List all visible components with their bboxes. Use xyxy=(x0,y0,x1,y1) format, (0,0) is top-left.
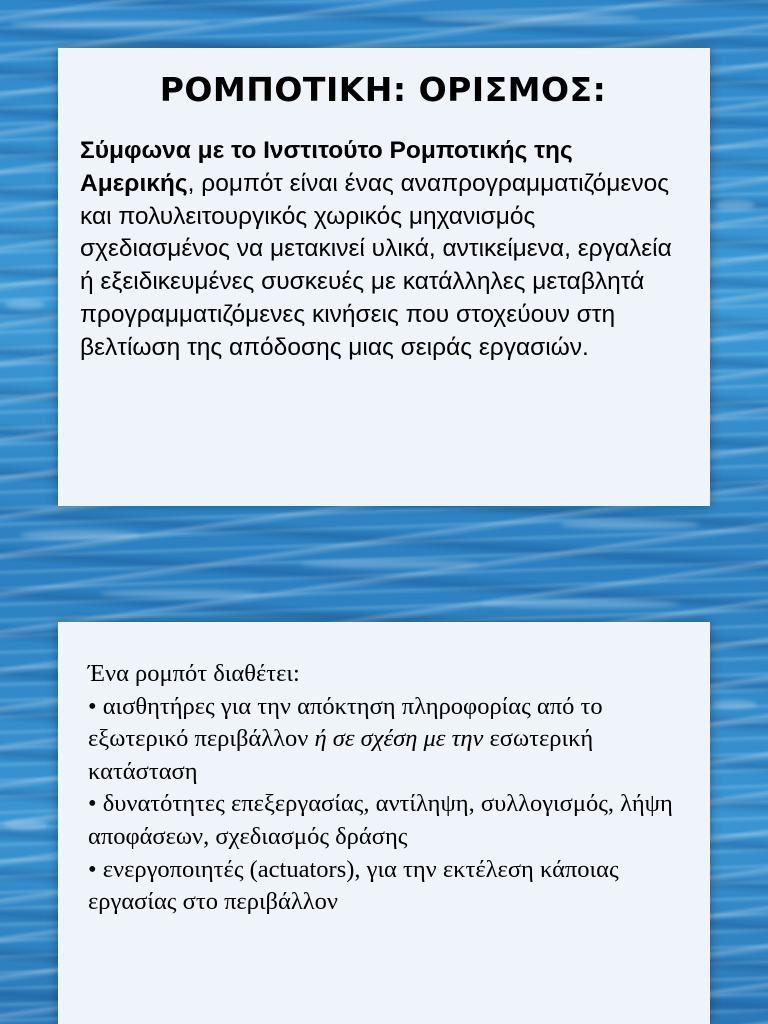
definition-body: , ρομπότ είναι ένας αναπρογραμματιζόμενος και πολυλειτουργικός χωρικός μηχανισμός σχεδιασμένος να μετακινεί υλικά, αντικείμενα, εργαλεία ή εξειδικευμένες συσκευές με κατάλληλες μεταβλητά προγραμματιζόμενες κινήσεις που στοχεύουν στη βελτίωση της απόδοσης μιας σειράς εργασιών. xyxy=(80,169,672,361)
feature-sensors-tail: εσωτερική κατάσταση xyxy=(88,725,594,785)
slide-title: ΡΟΜΠΟΤΙΚΗ: ΟΡΙΣΜΟΣ: xyxy=(159,70,607,109)
feature-sensors-italic: ή σε σχέση με την xyxy=(314,725,484,753)
feature-sensors xyxy=(88,691,686,789)
definition-card xyxy=(58,48,710,506)
features-list xyxy=(88,658,686,919)
feature-processing: • δυνατότητες επεξεργασίας, αντίληψη, συλλογισμός, λήψη αποφάσεων, σχεδιασμός δράσης xyxy=(88,790,673,850)
feature-sensors-text: • αισθητήρες για την απόκτηση πληροφορίας από το εξωτερικό περιβάλλον xyxy=(88,692,603,753)
features-card xyxy=(58,622,710,1024)
definition-source: Σύμφωνα με το Ινστιτούτο Ρομποτικής της Αμερικής xyxy=(80,137,573,197)
features-intro: Ένα ρομπότ διαθέτει: xyxy=(88,660,300,687)
definition-text xyxy=(80,135,686,365)
feature-actuators: • ενεργοποιητές (actuators), για την εκτέλεση κάποιας εργασίας στο περιβάλλον xyxy=(88,855,619,916)
